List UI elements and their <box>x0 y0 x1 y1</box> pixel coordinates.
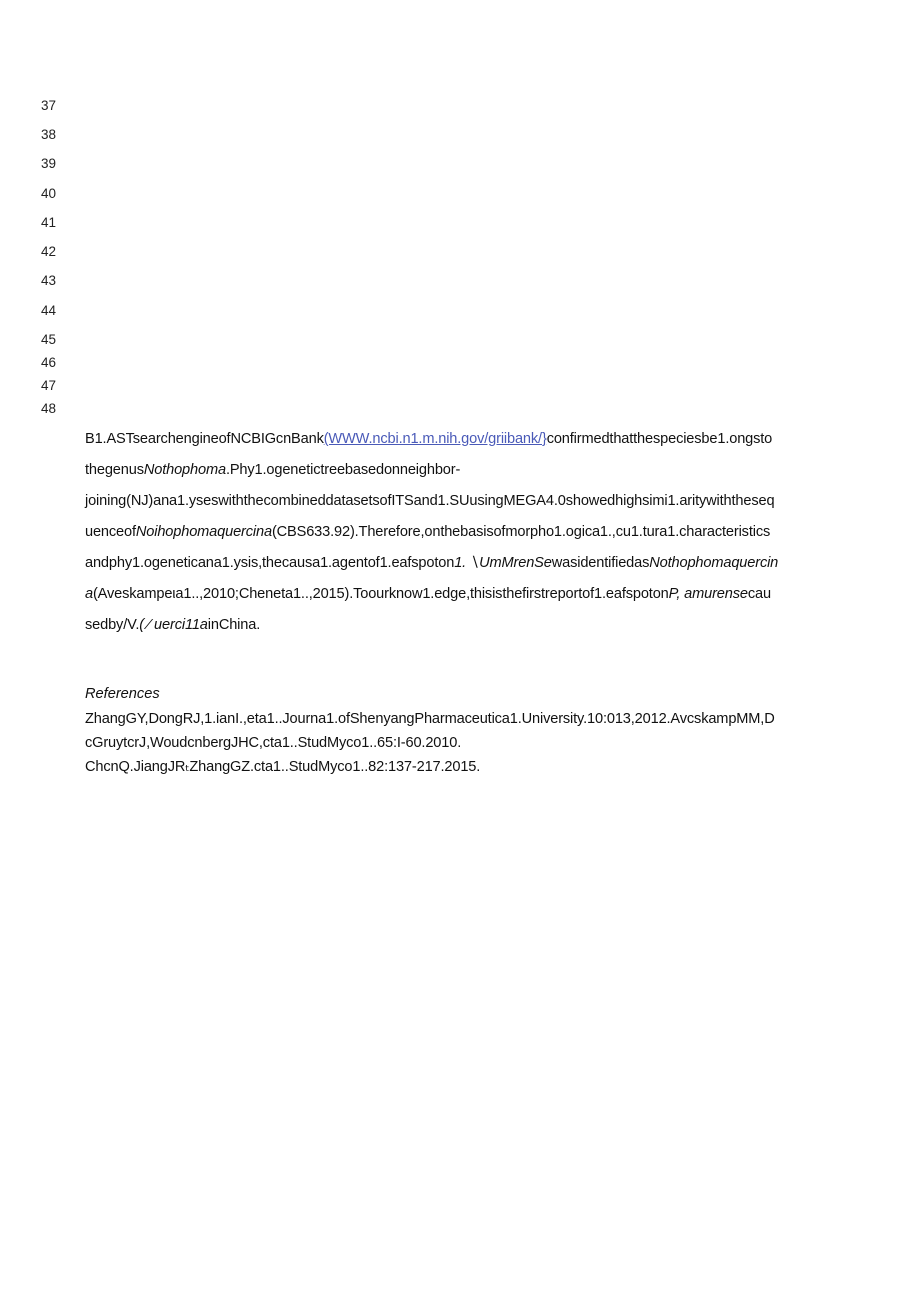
reference-line: cGruytcrJ,WoudcnbergJHC,cta1..StudMyco1..65:I-60.2010. <box>85 735 462 751</box>
paragraph-line: uenceofNoihophomaquercina(CBS633.92).Therefore,onthebasisofmorpho1.ogica1.,cu1.tura1.characteristics <box>85 524 771 540</box>
references-section <box>85 683 845 779</box>
line-number: 45 <box>41 332 57 347</box>
line-number: 41 <box>41 215 57 230</box>
line-number: 42 <box>41 244 57 259</box>
paragraph-line: andphy1.ogeneticana1.ysis,thecausa1.agentof1.eafspoton1. ∖UmMrenSewasidentifiedasNothophomaquercin <box>85 555 779 571</box>
line-number: 40 <box>41 186 57 201</box>
line-number: 48 <box>41 401 57 416</box>
line-number: 37 <box>41 98 57 113</box>
reference-line: ZhangGY,DongRJ,1.ianI.,eta1..Journa1.ofShenyangPharmaceutica1.University.10:013,2012.AvcskampMM,D <box>85 711 775 727</box>
line-number: 46 <box>41 355 57 370</box>
line-number: 44 <box>41 303 57 318</box>
species-name: Nothophomaquercin <box>649 555 779 571</box>
species-name: a <box>85 586 93 602</box>
species-name: Nothophoma <box>143 462 226 478</box>
species-name: P, amurense <box>668 586 748 602</box>
line-number: 47 <box>41 378 57 393</box>
species-name: ( ⁄ uerci11a <box>139 617 208 633</box>
references-heading: References <box>85 686 160 702</box>
paragraph-line: sedby/V.( ⁄ uerci11ainChina. <box>85 617 261 633</box>
paragraph-line: B1.ASTsearchengineofNCBIGcnBank(WWW.ncbi.n1.m.nih.gov/griibank/}confirmedthatthespeciesbe1.ongsto <box>85 431 773 447</box>
reference-line: ChcnQ.JiangJRₜZhangGZ.cta1..StudMyco1..82:137-217.2015. <box>85 759 481 775</box>
species-name: Noihophomaquercina <box>135 524 272 540</box>
line-number: 39 <box>41 156 57 171</box>
line-number: 38 <box>41 127 57 142</box>
paragraph-line: joining(NJ)ana1.yseswiththecombineddatasetsofITSand1.SUusingMEGA4.0showedhighsimi1.aritywiththeseq <box>85 493 775 509</box>
line-number: 43 <box>41 273 57 288</box>
genbank-link[interactable]: (WWW.ncbi.n1.m.nih.gov/griibank/} <box>323 431 547 447</box>
paragraph-line: a(Aveskampeιa1..,2010;Cheneta1..,2015).Toourknow1.edge,thisisthefirstreportof1.eafspotonP, amurensecau <box>85 586 771 602</box>
species-name: 1. ∖UmMrenSe <box>454 555 552 571</box>
paragraph-line: thegenusNothophoma.Phy1.ogenetictreebasedonneighbor- <box>85 462 461 478</box>
body-paragraph <box>85 426 835 643</box>
